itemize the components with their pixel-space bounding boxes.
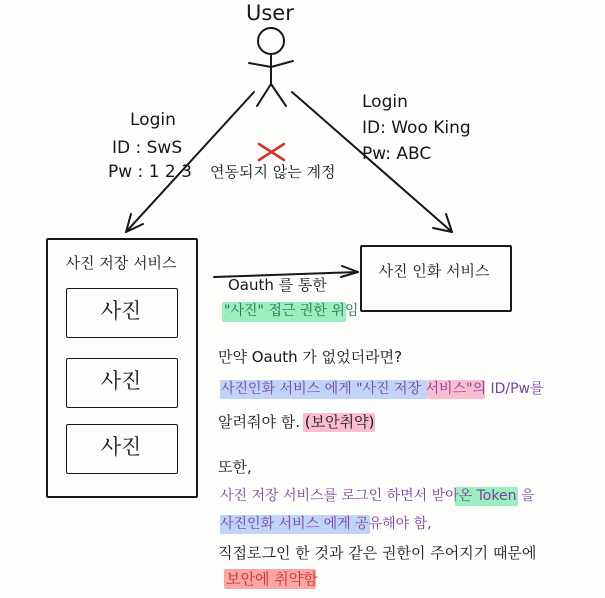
note-also-line-2: 사진 저장 서비스를 로그인 하면서 받아온 Token 을 [220,488,535,504]
left-login-heading: Login [130,110,176,130]
photo-item-label-3: 사진 [100,435,142,459]
note-if-no-oauth-line-1: 만약 Oauth 가 없었더라면? [218,348,403,366]
unlinked-accounts-note: 연동되지 않는 계정 [210,163,336,181]
arrow-oauth-head [341,266,358,277]
arrow-right-head [433,214,452,232]
actor-arms [249,61,293,67]
oauth-arrow-label: Oauth 를 통한 [228,276,327,294]
actor-label: User [246,1,294,25]
oauth-delegation-label: "사진" 접근 권한 위임 [224,303,359,319]
note-also-line-1: 또한, [218,458,252,476]
photo-storage-service-title: 사진 저장 서비스 [65,254,177,272]
right-login-heading: Login [362,92,408,112]
left-login-id: ID : SwS [112,138,183,158]
photo-item-label-1: 사진 [100,299,142,323]
arrow-left-head [126,214,143,232]
photo-printing-service-title: 사진 인화 서비스 [378,262,490,280]
red-cross-icon [259,144,284,160]
note-if-no-oauth-line-2: 사진인화 서비스 에게 "사진 저장 서비스"의 ID/Pw를 [221,381,544,397]
photo-item-label-2: 사진 [100,369,142,393]
note-also-line-4: 직접로그인 한 것과 같은 권한이 주어지기 때문에 [218,544,537,562]
note-also-line-3: 사진인화 서비스 에게 공유해야 함, [220,516,432,532]
right-login-id: ID: Woo King [362,118,471,138]
right-login-pw: Pw: ABC [362,144,432,164]
note-also-line-5: 보안에 취약함 [226,570,318,588]
actor-legs [257,84,286,106]
left-login-pw: Pw : 1 2 3 [108,162,192,182]
note-if-no-oauth-line-3: 알려줘야 함. (보안취약) [218,413,375,431]
actor-head [258,28,284,54]
